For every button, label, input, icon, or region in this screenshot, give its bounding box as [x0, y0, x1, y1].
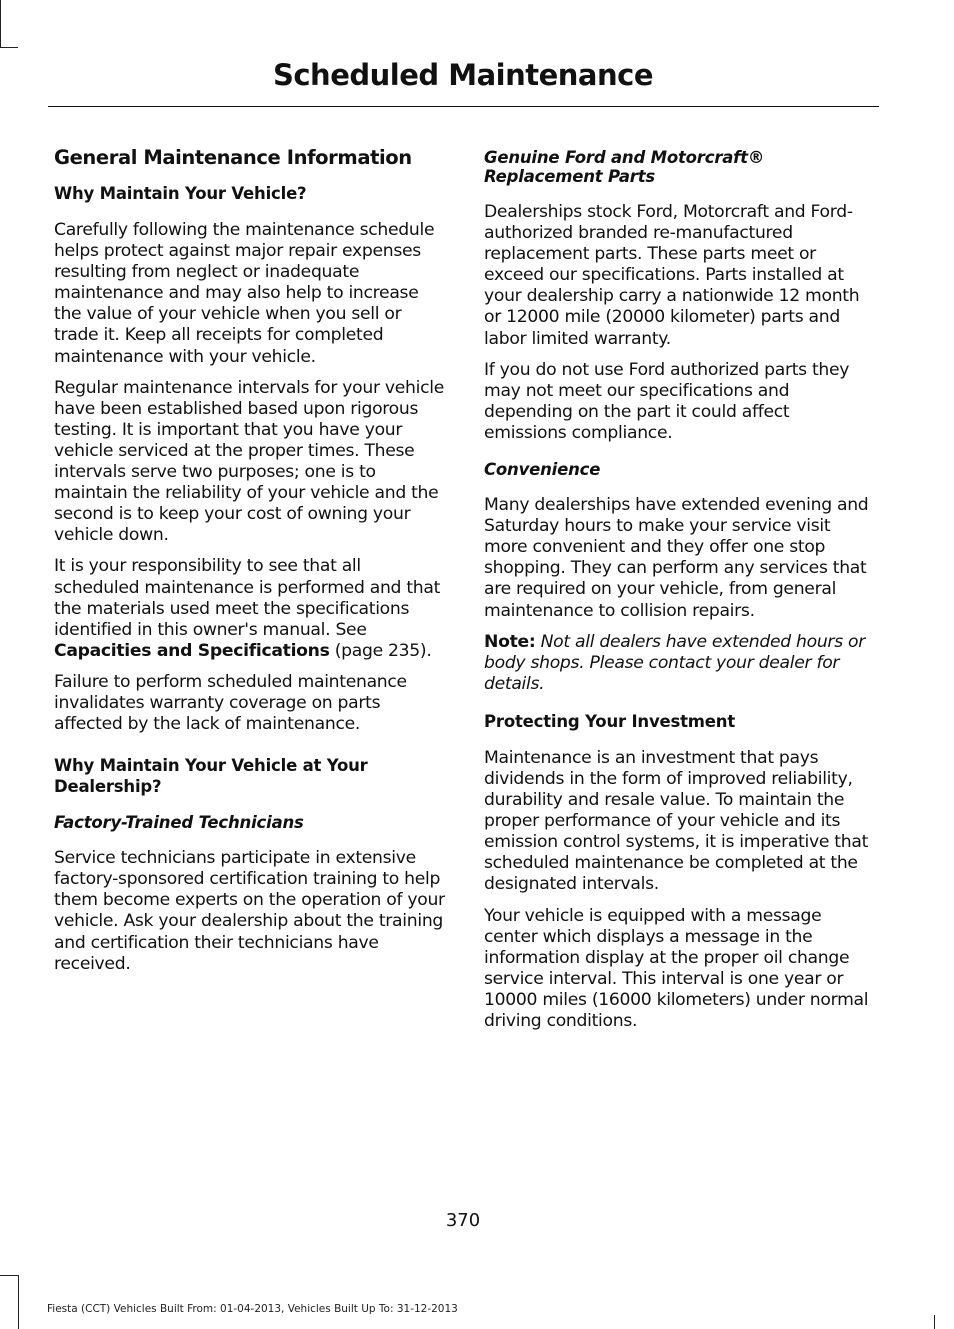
paragraph: Many dealerships have extended evening and Saturday hours to make your service visit more convenient and they offer one stop shopping. They can perform any services that are required on your vehicle, from general maintenance to collision repairs. — [484, 495, 869, 621]
subheading-genuine-parts: Genuine Ford and Motorcraft® Replacement Parts — [484, 148, 765, 186]
capacities-specifications-link[interactable]: Capacities and Specifications — [54, 640, 330, 661]
note-text: Not all dealers have extended hours or body shops. Please contact your dealer for details. — [484, 631, 866, 694]
section-title: General Maintenance Information — [54, 146, 412, 169]
note — [484, 632, 876, 695]
paragraph-text: It is your responsibility to see that all scheduled maintenance is performed and that the materials used meet the specifications identified in this owner's manual. See — [54, 556, 441, 640]
paragraph: Dealerships stock Ford, Motorcraft and Ford-authorized branded re-manufactured replacement parts. These parts meet or exceed our specifications. Parts installed at your dealership carry a nationwide 12 month or 12000 mile (20000 kilometer) parts and labor limited warranty. — [484, 202, 860, 349]
subheading-convenience: Convenience — [484, 460, 601, 480]
page-title: Scheduled Maintenance — [272, 58, 654, 92]
paragraph: Carefully following the maintenance schedule helps protect against major repair expenses resulting from neglect or inadequate maintenance and may also help to increase the value of your vehicle when you sell or trade it. Keep all receipts for completed maintenance with your vehicle. — [54, 220, 435, 367]
right-column — [484, 146, 876, 1042]
paragraph: Service technicians participate in extensive factory-sponsored certification training to help them become experts on the operation of your vehicle. Ask your dealership about the training and certification their technicians have received. — [54, 848, 445, 974]
left-column — [54, 146, 446, 985]
subheading-investment: Protecting Your Investment — [484, 711, 736, 731]
subheading-dealership: Why Maintain Your Vehicle at Your Dealership? — [54, 756, 368, 797]
paragraph: Your vehicle is equipped with a message center which displays a message in the information display at the proper oil change service interval. This interval is one year or 10000 miles (16000 kilometers) under normal driving conditions. — [484, 905, 869, 1031]
footer-text: Fiesta (CCT) Vehicles Built From: 01-04-2013, Vehicles Built Up To: 31-12-2013 — [47, 1303, 458, 1315]
subheading-why-maintain: Why Maintain Your Vehicle? — [54, 184, 307, 203]
crop-mark — [18, 1275, 19, 1329]
paragraph: Failure to perform scheduled maintenance invalidates warranty coverage on parts affected by the lack of maintenance. — [54, 671, 407, 735]
paragraph: If you do not use Ford authorized parts they may not meet our specifications and depending on the part it could affect emissions compliance. — [484, 359, 850, 443]
note-label: Note: — [484, 631, 536, 652]
page-reference: (page 235). — [329, 640, 432, 661]
crop-mark — [934, 1315, 935, 1329]
paragraph: Regular maintenance intervals for your vehicle have been established based upon rigorous testing. It is important that you have your vehicle serviced at the proper times. These intervals serve two purposes; one is to maintain the reliability of your vehicle and the second is to keep your cost of owning your vehicle down. — [54, 377, 445, 546]
paragraph: Maintenance is an investment that pays dividends in the form of improved reliability, durability and resale value. To maintain the proper performance of your vehicle and its emission control systems, it is imperative that scheduled maintenance be completed at the designated intervals. — [484, 747, 869, 895]
page-number: 370 — [445, 1210, 481, 1231]
header-divider — [48, 106, 879, 107]
paragraph-capacities-reference — [54, 556, 446, 661]
crop-mark — [0, 47, 18, 48]
crop-mark — [0, 1275, 18, 1276]
crop-mark — [0, 0, 1, 48]
subheading-technicians: Factory-Trained Technicians — [54, 813, 304, 833]
